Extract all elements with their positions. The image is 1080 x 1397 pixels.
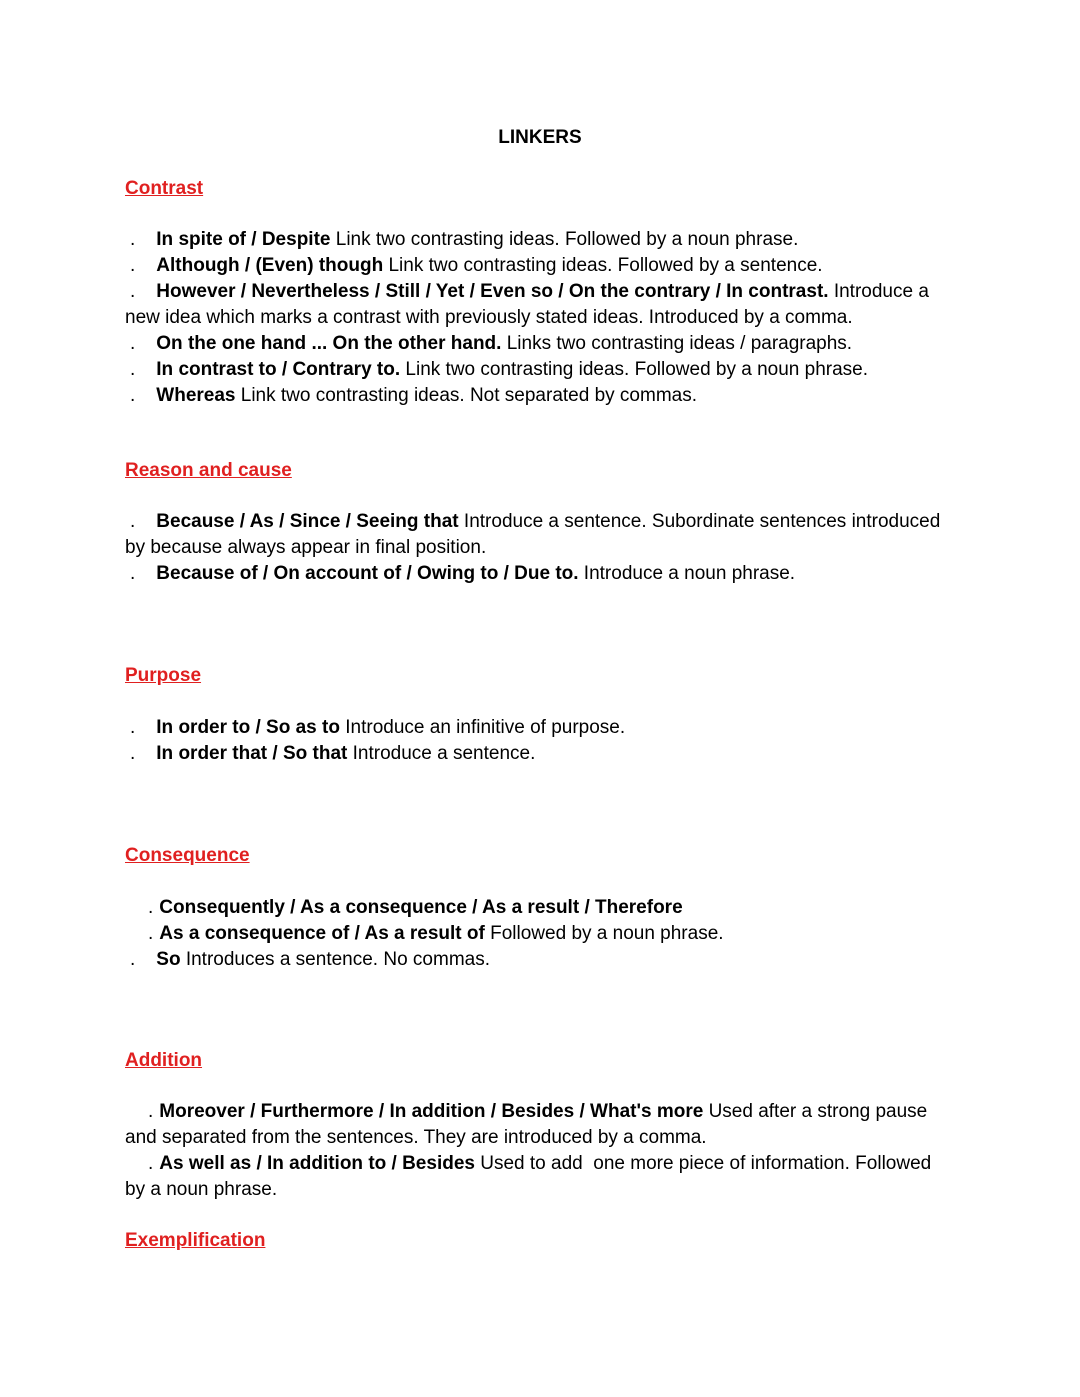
section-reason-and-cause [125, 458, 955, 587]
linker-usage: Introduce an infinitive of purpose. [339, 717, 626, 738]
linker-usage: Introduce a sentence. Subordinate sentences introduced by because always appear in final position. [125, 511, 946, 558]
linker-terms: Whereas [156, 385, 236, 406]
linker-usage: Introduce a new idea which marks a contrast with previously stated ideas. Introduced by a comma. [125, 281, 935, 328]
linker-usage: Introduce a sentence. [347, 743, 536, 764]
linker-usage: Link two contrasting ideas. Followed by a sentence. [383, 255, 823, 276]
linker-item [125, 561, 955, 587]
linker-item [125, 509, 955, 561]
linker-usage: Followed by a noun phrase. [484, 923, 724, 944]
linker-terms: On the one hand ... On the other hand. [156, 333, 502, 354]
linker-terms: In spite of / Despite [156, 229, 331, 250]
section-heading-reason-and-cause: Reason and cause [125, 460, 292, 481]
section-consequence [125, 843, 955, 973]
linker-item [125, 715, 955, 741]
linker-item [125, 227, 955, 253]
linker-terms: Moreover / Furthermore / In addition / Besides / What's more [159, 1101, 704, 1122]
bullet-dot: . [130, 385, 136, 406]
linker-item [125, 947, 955, 973]
linker-item [125, 741, 955, 767]
linker-terms: Because / As / Since / Seeing that [156, 511, 459, 532]
bullet-dot: . [148, 897, 154, 918]
section-heading-purpose: Purpose [125, 665, 202, 686]
section-exemplification [125, 1228, 955, 1254]
section-heading-exemplification: Exemplification [125, 1230, 266, 1251]
section-heading-addition: Addition [125, 1050, 203, 1071]
linker-usage: Used to add one more piece of information. Followed by a noun phrase. [125, 1153, 937, 1200]
linker-item [125, 921, 955, 947]
linker-terms: So [156, 949, 181, 970]
bullet-dot: . [130, 743, 136, 764]
section-items [125, 715, 955, 767]
linker-item [125, 253, 955, 279]
linker-item [125, 383, 955, 409]
linker-usage: Introduces a sentence. No commas. [180, 949, 490, 970]
section-items [125, 895, 955, 973]
section-contrast [125, 176, 955, 409]
linker-item [125, 1151, 955, 1203]
bullet-dot: . [148, 1153, 154, 1174]
linker-terms: Although / (Even) though [156, 255, 384, 276]
section-addition [125, 1048, 955, 1203]
linker-usage: Link two contrasting ideas. Followed by a noun phrase. [400, 359, 869, 380]
linker-terms: In contrast to / Contrary to. [156, 359, 401, 380]
linker-usage: Links two contrasting ideas / paragraphs. [501, 333, 853, 354]
bullet-dot: . [130, 717, 136, 738]
section-heading-contrast: Contrast [125, 178, 204, 199]
linker-item [125, 279, 955, 331]
bullet-dot: . [148, 1101, 154, 1122]
linker-terms: As well as / In addition to / Besides [159, 1153, 475, 1174]
linker-usage: Link two contrasting ideas. Followed by a noun phrase. [330, 229, 799, 250]
section-items [125, 509, 955, 587]
linker-usage: Link two contrasting ideas. Not separated by commas. [235, 385, 697, 406]
linker-item [125, 357, 955, 383]
doc-title: LINKERS [498, 127, 582, 148]
linker-usage: Introduce a noun phrase. [578, 563, 796, 584]
bullet-dot: . [130, 511, 136, 532]
bullet-dot: . [130, 563, 136, 584]
linker-item [125, 331, 955, 357]
linker-item [125, 895, 955, 921]
linker-terms: However / Nevertheless / Still / Yet / Even so / On the contrary / In contrast. [156, 281, 829, 302]
linker-terms: In order to / So as to [156, 717, 340, 738]
linker-terms: In order that / So that [156, 743, 348, 764]
section-items [125, 1099, 955, 1203]
linker-item [125, 1099, 955, 1151]
bullet-dot: . [130, 949, 136, 970]
bullet-dot: . [130, 359, 136, 380]
bullet-dot: . [148, 923, 154, 944]
linker-usage: Used after a strong pause and separated from the sentences. They are introduced by a comma. [125, 1101, 933, 1148]
bullet-dot: . [130, 229, 136, 250]
section-heading-consequence: Consequence [125, 845, 250, 866]
bullet-dot: . [130, 281, 136, 302]
bullet-dot: . [130, 255, 136, 276]
linker-terms: Because of / On account of / Owing to / Due to. [156, 563, 579, 584]
linker-terms: Consequently / As a consequence / As a result / Therefore [159, 897, 683, 918]
linker-terms: As a consequence of / As a result of [159, 923, 485, 944]
section-purpose [125, 663, 955, 767]
bullet-dot: . [130, 333, 136, 354]
section-items [125, 227, 955, 409]
